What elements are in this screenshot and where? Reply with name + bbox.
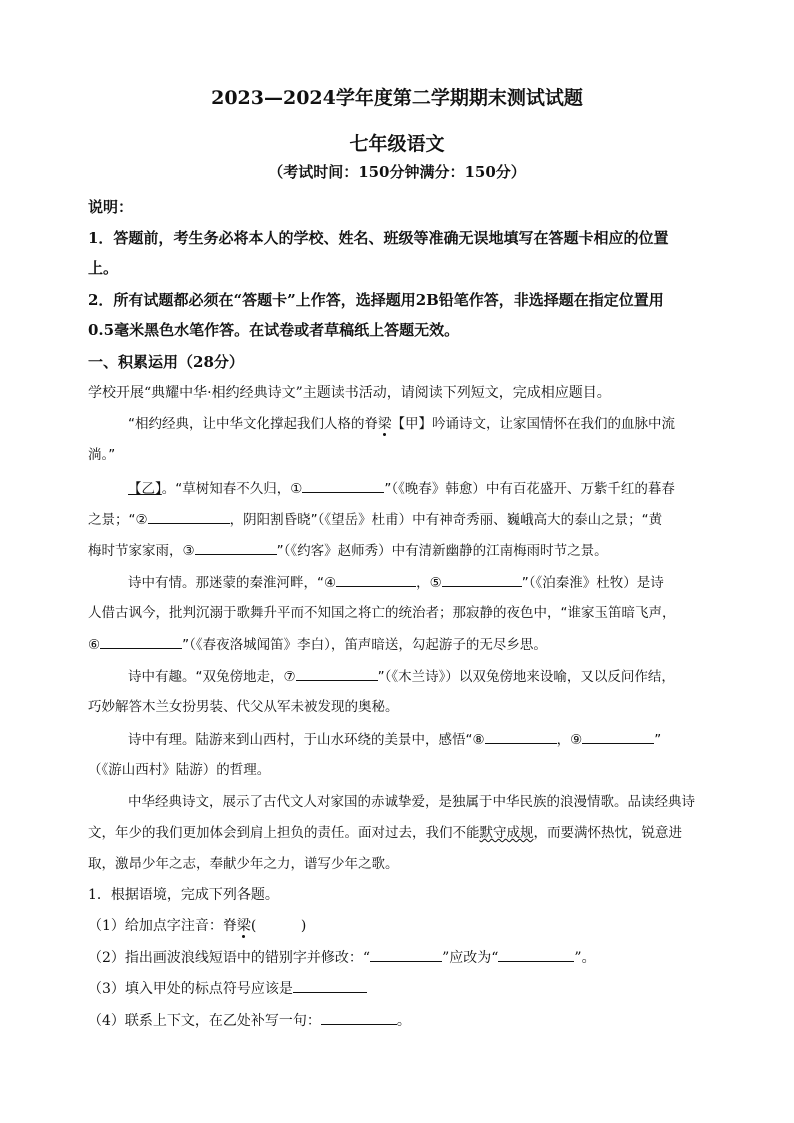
passage-p1-line-1 [128, 414, 708, 434]
passage-text: 梅时节家家雨，③ [88, 543, 195, 559]
passage-p6-line-1: 中华经典诗文，展示了古代文人对家国的赤诚挚爱，是独属于中华民族的浪漫情歌。品读经典诗 [128, 794, 695, 810]
answer-blank-sentence[interactable] [321, 1010, 397, 1025]
dotted-character: 梁 [378, 416, 392, 432]
question-text: ”应改为“ [442, 950, 499, 966]
question-text: （4）联系上下文，在乙处补写一句： [88, 1013, 321, 1029]
answer-blank-correct-char[interactable] [498, 947, 574, 962]
question-text: （2）指出画波浪线短语中的错别字并修改：“ [88, 950, 371, 966]
blank-8[interactable] [485, 729, 557, 744]
dotted-character: 梁 [236, 918, 251, 934]
question-text: ”。 [574, 950, 596, 966]
passage-text: 诗中有趣。“双兔傍地走，⑦ [128, 669, 296, 685]
question-1: 1．根据语境，完成下列各题。 [88, 887, 279, 903]
exam-title: 2023—2024学年度第二学期期末测试试题 [211, 87, 583, 109]
passage-text: ”（《约客》赵师秀）中有清新幽静的江南梅雨时节之景。 [276, 543, 608, 559]
section-1-heading: 一、积累运用（28分） [88, 353, 244, 371]
passage-text: ，⑤ [416, 575, 442, 591]
passage-p2-line-1 [128, 478, 708, 499]
exam-info: （考试时间：150分钟满分：150分） [268, 163, 526, 181]
blank-9[interactable] [582, 729, 654, 744]
passage-p3-line-2: 人借古讽今，批判沉溺于歌舞升平而不知国之将亡的统治者；那寂静的夜色中，“谁家玉笛暗飞声， [88, 605, 676, 621]
passage-text: ”（《春夜洛城闻笛》李白），笛声暗送，勾起游子的无尽乡思。 [182, 637, 547, 653]
passage-text: ，而要满怀热忱，锐意进 [533, 825, 682, 841]
blank-6[interactable] [100, 634, 182, 649]
passage-text: ”（《晚春》韩愈）中有百花盛开、万紫千红的暮春 [384, 481, 675, 497]
passage-text: 诗中有理。陆游来到山西村，于山水环绕的美景中，感悟“⑧ [128, 732, 485, 748]
blank-3[interactable] [195, 540, 277, 555]
question-1-sub-4 [88, 1010, 708, 1031]
answer-blank-wrong-char[interactable] [370, 947, 442, 962]
section-1-intro: 学校开展“典耀中华·相约经典诗文”主题读书活动，请阅读下列短文，完成相应题目。 [88, 385, 611, 401]
passage-p2-line-3 [88, 540, 708, 561]
blank-4[interactable] [336, 572, 416, 587]
exam-subtitle: 七年级语文 [349, 133, 445, 155]
passage-text: ，阴阳割昏晓”（《望岳》杜甫）中有神奇秀丽、巍峨高大的泰山之景；“黄 [229, 512, 663, 528]
answer-parentheses[interactable]: ( ) [250, 918, 307, 934]
passage-p1-line-2: 淌。” [88, 447, 116, 463]
wavy-underlined-phrase: 默守成规 [479, 825, 534, 841]
passage-p2-line-2 [88, 509, 708, 530]
passage-text: ”（《木兰诗》）以双兔傍地来设喻，又以反问作结， [377, 669, 675, 685]
question-1-sub-1 [88, 916, 708, 936]
passage-text: 之景；“② [88, 512, 148, 528]
passage-text: 【甲】吟诵诗文，让家国情怀在我们的血脉中流 [391, 416, 675, 432]
passage-text: ⑥ [88, 637, 101, 653]
instruction-1-line-1: 1．答题前，考生务必将本人的学校、姓名、班级等准确无误地填写在答题卡相应的位置 [88, 229, 669, 247]
passage-p3-line-3 [88, 634, 708, 655]
question-text: （3）填入甲处的标点符号应该是 [88, 981, 293, 997]
passage-text: ” [654, 732, 662, 748]
blank-2[interactable] [148, 509, 230, 524]
passage-text: “相约经典，让中华文化撑起我们人格的脊 [128, 416, 378, 432]
question-1-sub-3 [88, 978, 708, 999]
passage-p6-line-2 [88, 823, 708, 843]
blank-1[interactable] [302, 478, 384, 493]
question-text: 。 [396, 1013, 411, 1029]
passage-p4-line-2: 巧妙解答木兰女扮男装、代父从军未被发现的奥秘。 [88, 699, 399, 715]
passage-text: 诗中有情。那迷蒙的秦淮河畔，“④ [128, 575, 337, 591]
passage-text: ”（《泊秦淮》杜牧）是诗 [521, 575, 664, 591]
passage-p5-line-1 [128, 729, 708, 750]
passage-text: ，⑨ [556, 732, 583, 748]
passage-p4-line-1 [128, 666, 708, 687]
instruction-2-line-1: 2．所有试题都必须在“答题卡”上作答，选择题用2B铅笔作答，非选择题在指定位置用 [88, 291, 664, 309]
passage-p6-line-3: 取，激昂少年之志，奉献少年之力，谱写少年之歌。 [88, 856, 399, 872]
blank-5[interactable] [442, 572, 522, 587]
passage-text: 。“草树知春不久归，① [161, 481, 303, 497]
answer-blank-punctuation[interactable] [293, 978, 367, 993]
instruction-2-line-2: 0.5毫米黑色水笔作答。在试卷或者草稿纸上答题无效。 [88, 321, 460, 339]
passage-text: 文，年少的我们更加体会到肩上担负的责任。面对过去，我们不能 [88, 825, 480, 841]
instruction-1-line-2: 上。 [88, 259, 119, 277]
instructions-heading: 说明： [88, 198, 134, 216]
question-text: （1）给加点字注音：脊 [88, 918, 237, 934]
question-1-sub-2 [88, 947, 708, 968]
passage-p5-line-2: （《游山西村》陆游）的哲理。 [88, 762, 271, 778]
passage-p3-line-1 [128, 572, 708, 593]
blank-7[interactable] [296, 666, 378, 681]
blank-mark-yi: 【乙】 [128, 481, 162, 497]
